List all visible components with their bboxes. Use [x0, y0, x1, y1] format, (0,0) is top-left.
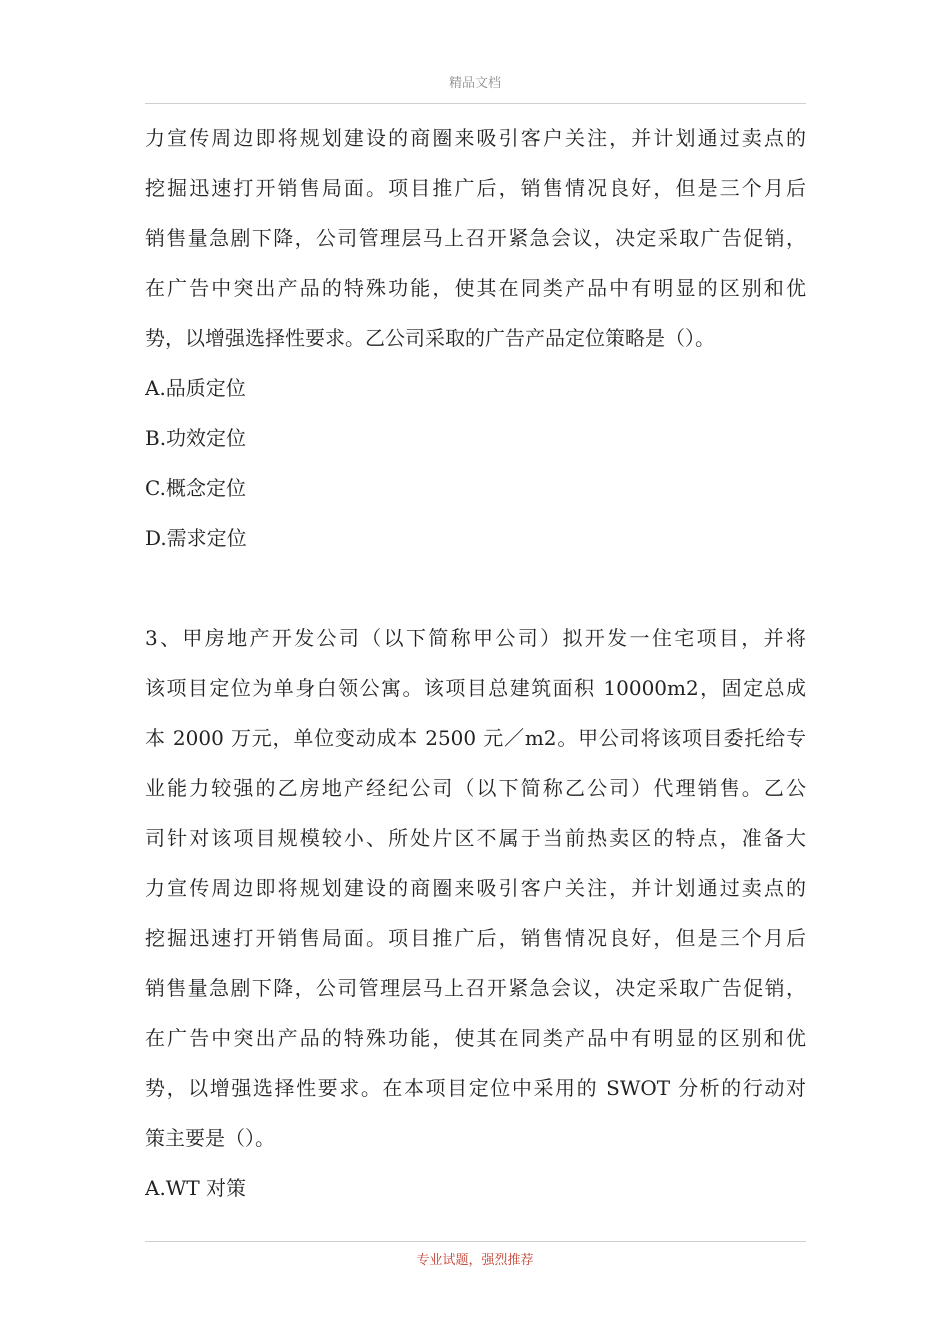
- question-spacer: [145, 563, 806, 613]
- question-text-line: 势，以增强选择性要求。在本项目定位中采用的 SWOT 分析的行动对: [145, 1076, 806, 1100]
- question-text-line: 策主要是（）。: [145, 1126, 275, 1150]
- question-2-continued: [145, 113, 806, 563]
- page-header: 精品文档: [448, 76, 501, 91]
- question-text-line: 势，以增强选择性要求。乙公司采取的广告产品定位策略是（）。: [145, 326, 715, 350]
- question-text-line: 3、甲房地产开发公司（以下简称甲公司）拟开发一住宅项目，并将: [145, 626, 806, 650]
- document-body: [145, 113, 806, 1213]
- question-text-line: 业能力较强的乙房地产经纪公司（以下简称乙公司）代理销售。乙公: [145, 776, 806, 800]
- question-text-line: 司针对该项目规模较小、所处片区不属于当前热卖区的特点，准备大: [145, 826, 806, 850]
- footer-divider: [145, 1241, 806, 1242]
- question-text-line: 本 2000 万元，单位变动成本 2500 元／m2。甲公司将该项目委托给专: [145, 726, 806, 750]
- question-text-line: 销售量急剧下降，公司管理层马上召开紧急会议，决定采取广告促销，: [145, 976, 806, 1000]
- question-text-line: 挖掘迅速打开销售局面。项目推广后，销售情况良好，但是三个月后: [145, 176, 806, 200]
- header-divider: [145, 103, 806, 104]
- question-text-line: 力宣传周边即将规划建设的商圈来吸引客户关注，并计划通过卖点的: [145, 126, 806, 150]
- answer-option-c: C.概念定位: [145, 476, 246, 500]
- answer-option-d: D.需求定位: [145, 526, 247, 550]
- question-text-line: 力宣传周边即将规划建设的商圈来吸引客户关注，并计划通过卖点的: [145, 876, 806, 900]
- question-3: [145, 613, 806, 1213]
- question-text-line: 销售量急剧下降，公司管理层马上召开紧急会议，决定采取广告促销，: [145, 226, 806, 250]
- answer-option-b: B.功效定位: [145, 426, 247, 450]
- question-text-line: 在广告中突出产品的特殊功能，使其在同类产品中有明显的区别和优: [145, 1026, 806, 1050]
- question-text-line: 在广告中突出产品的特殊功能，使其在同类产品中有明显的区别和优: [145, 276, 806, 300]
- page-footer: 专业试题，强烈推荐: [416, 1253, 534, 1268]
- question-text-line: 该项目定位为单身白领公寓。该项目总建筑面积 10000m2，固定总成: [145, 676, 806, 700]
- answer-option-a: A.品质定位: [145, 376, 246, 400]
- answer-option-a: A.WT 对策: [145, 1176, 247, 1200]
- question-text-line: 挖掘迅速打开销售局面。项目推广后，销售情况良好，但是三个月后: [145, 926, 806, 950]
